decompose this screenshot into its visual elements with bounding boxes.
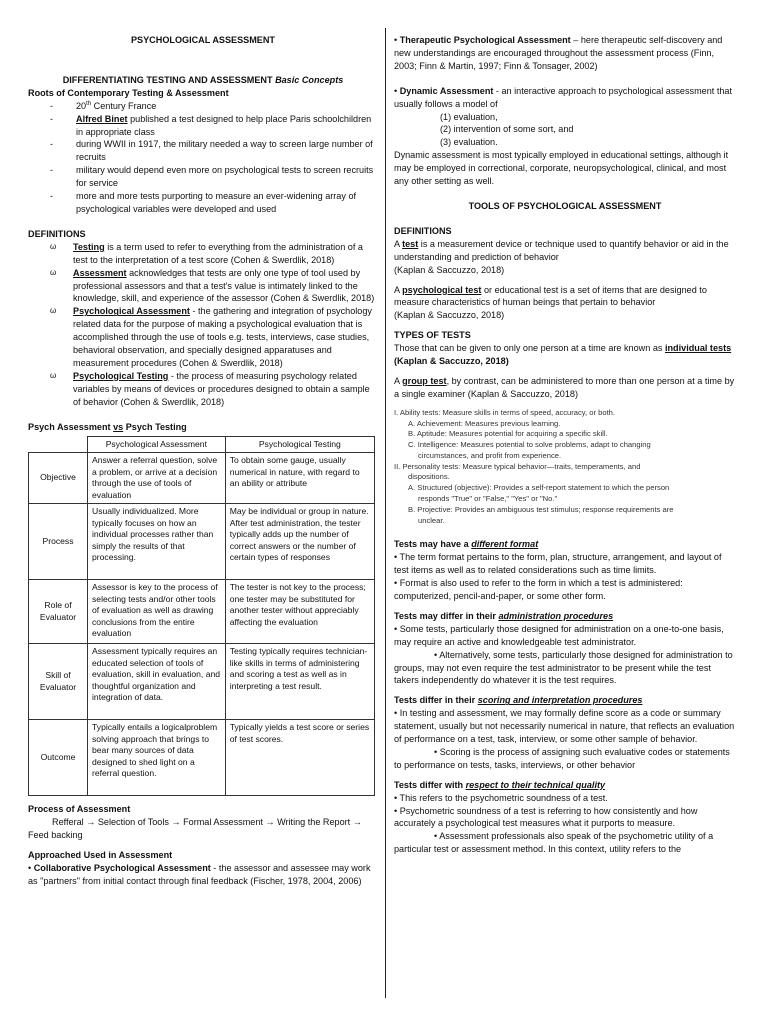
table-row bbox=[29, 504, 375, 580]
dynamic-steps bbox=[394, 111, 736, 150]
thera-paragraph: • Therapeutic Psychological Assessment – here therapeutic self-discovery and new understandings are encouraged throughout the assessment process (Finn, 2003; Finn & Martin, 1997; Finn & Tonsager, 2002) bbox=[394, 35, 723, 71]
table-cell: May be individual or group in nature. After test administration, the tester typically adds up the number of correct answers or the number of certain types of responses bbox=[225, 504, 374, 580]
table-header: Psychological Testing bbox=[225, 436, 374, 453]
table-header-row bbox=[29, 436, 375, 453]
omega-bullet-icon: ω bbox=[50, 306, 57, 316]
scoring-heading: Tests differ in their scoring and interpretation procedures bbox=[394, 695, 643, 706]
table-row bbox=[29, 453, 375, 504]
omega-bullet-icon: ω bbox=[50, 241, 57, 251]
psych-test-definition: A psychological test or educational test is a set of items that are designed to measure characteristics of human beings that pertain to behavior bbox=[394, 284, 707, 308]
admin-paragraph: • Some tests, particularly those designed for administration on a one-to-one basis, may require an active and knowledgeable test administrator. bbox=[394, 623, 724, 647]
list-item: (3) evaluation. bbox=[440, 137, 498, 148]
figure-line: unclear. bbox=[418, 515, 445, 525]
row-label: Skill of Evaluator bbox=[29, 644, 88, 720]
table-cell: Testing typically requires technician-like skills in terms of administering and scoring a test as well as in interpreting a test result. bbox=[225, 644, 374, 720]
row-label: Role of Evaluator bbox=[29, 580, 88, 644]
table-row bbox=[29, 580, 375, 644]
table-cell: Typically entails a logicalproblem solving approach that brings to bear many sources of data designed to shed light on a referral question. bbox=[88, 720, 226, 796]
right-column bbox=[394, 34, 736, 856]
scoring-paragraph: • In testing and assessment, we may formally define score as a code or summary statement, usually but not necessarily numerical in nature, that reflects an evaluation of performance on a test, task, interview, or some other sample of behavior. bbox=[394, 708, 735, 745]
comparison-table bbox=[28, 436, 375, 797]
left-column bbox=[28, 34, 378, 888]
process-heading: Process of Assessment bbox=[28, 804, 131, 815]
scoring-paragraph: • Scoring is the process of assigning such evaluative codes or statements to performance on tests, tasks, interviews, or other behavior bbox=[394, 746, 730, 770]
definition-item: ω Testing is a term used to refer to everything from the administration of a test to the interpretation of a test score (Cohen & Swerdlik, 2018) bbox=[50, 241, 363, 265]
definition-item: ω Psychological Assessment - the gathering and integration of psychology related data for the purpose of making a psychological evaluation that is accomplished through the use of tools e.g. tests, interviews, case studies, behavioral observation, and specially designed apparatuses and measurement procedures (Cohen & Swerdlik, 2018) bbox=[50, 306, 372, 368]
table-cell: The tester is not key to the process; one tester may be substituted for another tester without appreciably affecting the evaluation bbox=[225, 580, 374, 644]
list-item: (1) evaluation, bbox=[440, 111, 498, 122]
test-definition: A test is a measurement device or technique used to quantify behavior or aid in the understanding and prediction of behavior bbox=[394, 238, 729, 262]
roots-heading: Roots of Contemporary Testing & Assessment bbox=[28, 87, 229, 98]
row-label: Outcome bbox=[29, 720, 88, 796]
table-cell: Assessor is key to the process of selecting tests and/or other tools of evaluation as well as drawing conclusions from the entire evaluation bbox=[88, 580, 226, 644]
table-cell: Answer a referral question, solve a problem, or arrive at a decision through the use of tools of evaluation bbox=[88, 453, 226, 504]
group-test-text: A group test, by contrast, can be administered to more than one person at a time by a single examiner (Kaplan & Saccuzzo, 2018) bbox=[394, 375, 735, 399]
section-title: DIFFERENTIATING TESTING AND ASSESSMENT Basic Concepts bbox=[62, 74, 344, 85]
table-header: Psychological Assessment bbox=[88, 436, 226, 453]
tools-title: TOOLS OF PSYCHOLOGICAL ASSESSMENT bbox=[468, 200, 662, 211]
figure-line: II. Personality tests: Measure typical behavior—traits, temperaments, and bbox=[394, 461, 641, 471]
figure-line: B. Aptitude: Measures potential for acquiring a specific skill. bbox=[408, 429, 608, 439]
list-item: - Alfred Binet published a test designed to help place Paris schoolchildren in appropriate class bbox=[28, 113, 378, 139]
roots-list bbox=[28, 100, 378, 216]
tech-paragraph: • Psychometric soundness of a test is referring to how consistently and how accurately a psychological test measures what it purports to measure. bbox=[394, 805, 698, 829]
admin-heading: Tests may differ in their administration procedures bbox=[394, 610, 614, 621]
omega-bullet-icon: ω bbox=[50, 370, 57, 380]
row-label: Objective bbox=[29, 453, 88, 504]
dynamic-paragraph: • Dynamic Assessment - an interactive approach to psychological assessment that usually follows a model of bbox=[394, 85, 732, 109]
tech-heading: Tests differ with respect to their technical quality bbox=[394, 779, 606, 790]
definitions-list bbox=[28, 241, 378, 409]
definition-item: ω Assessment acknowledges that tests are only one type of tool used by professional assessors and that a test's value is intimately linked to the knowledge, skill, and experience of the assessor (Cohen & Swerdlik, 2018) bbox=[50, 267, 375, 304]
list-item: - more and more tests purporting to measure an ever-widening array of psychological variables were developed and used bbox=[28, 190, 378, 216]
tech-paragraph: • This refers to the psychometric soundness of a test. bbox=[394, 792, 608, 803]
figure-line: A. Structured (objective): Provides a self-report statement to which the person bbox=[408, 483, 670, 493]
table-row bbox=[29, 720, 375, 796]
definitions-heading: DEFINITIONS bbox=[28, 228, 86, 239]
list-item: - military would depend even more on psychological tests to screen recruits for service bbox=[28, 164, 378, 190]
table-cell: Usually individualized. More typically focuses on how an individual processes rather than simply the results of that processing. bbox=[88, 504, 226, 580]
figure-line: A. Achievement: Measures previous learning. bbox=[408, 418, 561, 428]
tech-paragraph: • Assessment professionals also speak of the psychometric utility of a particular test or assessment method. In this context, utility refers to the bbox=[394, 831, 714, 855]
process-text: Refferal → Selection of Tools → Formal Assessment → Writing the Report → Feed backing bbox=[28, 816, 362, 840]
table-cell: To obtain some gauge, usually numerical in nature, with regard to an ability or attribute bbox=[225, 453, 374, 504]
page-title: PSYCHOLOGICAL ASSESSMENT bbox=[130, 35, 275, 45]
admin-paragraph: • Alternatively, some tests, particularly those designed for administration to groups, may not even require the test administrator to be present while the test takers independently do whatever it is the test requires. bbox=[394, 649, 733, 686]
format-heading: Tests may have a different format bbox=[394, 539, 539, 550]
table-cell: Typically yields a test score or series of test scores. bbox=[225, 720, 374, 796]
format-paragraph: • Format is also used to refer to the form in which a test is administered: computerized, pencil-and-paper, or some other form. bbox=[394, 578, 683, 601]
dynamic-note: Dynamic assessment is most typically employed in educational settings, although it may be employed in correctional, corporate, neuropsychological, clinical, and most any other setting as well. bbox=[394, 150, 729, 187]
collab-paragraph: • Collaborative Psychological Assessment - the assessor and assessee may work as "partners" from initial contact through final feedback (Fischer, 1978, 2004, 2006) bbox=[28, 862, 371, 886]
citation: (Kaplan & Saccuzzo, 2018) bbox=[394, 310, 505, 321]
row-label: Process bbox=[29, 504, 88, 580]
list-item: - 20th Century France bbox=[28, 100, 378, 113]
test-types-figure bbox=[394, 408, 736, 527]
figure-line: circumstances, and profit from experience. bbox=[418, 450, 562, 460]
table-row bbox=[29, 644, 375, 720]
figure-line: B. Projective: Provides an ambiguous test stimulus; response requirements are bbox=[408, 504, 674, 514]
figure-line: dispositions. bbox=[408, 472, 450, 482]
table-cell: Assessment typically requires an educated selection of tools of evaluation, skill in evaluation, and thoughtful organization and integration of data. bbox=[88, 644, 226, 720]
table-caption: Psych Assessment vs Psych Testing bbox=[28, 421, 187, 432]
list-item: (2) intervention of some sort, and bbox=[440, 124, 574, 135]
figure-line: responds "True" or "False," "Yes" or "No." bbox=[418, 494, 558, 503]
approaches-heading: Approached Used in Assessment bbox=[28, 849, 173, 860]
types-text: Those that can be given to only one person at a time are known as individual tests (Kaplan & Saccuzzo, 2018) bbox=[394, 343, 732, 367]
types-heading: TYPES OF TESTS bbox=[394, 330, 471, 341]
definition-item: ω Psychological Testing - the process of measuring psychology related variables by means of devices or procedures designed to obtain a sample of behavior (Cohen & Swerdlik, 2018) bbox=[50, 370, 370, 407]
figure-line: C. Intelligence: Measures potential to solve problems, adapt to changing bbox=[408, 440, 651, 450]
table-corner bbox=[29, 436, 88, 453]
list-item: - during WWII in 1917, the military needed a way to screen large number of recruits bbox=[28, 138, 378, 164]
format-paragraph: • The term format pertains to the form, plan, structure, arrangement, and layout of test items as well as to related considerations such as time limits. bbox=[394, 552, 722, 576]
omega-bullet-icon: ω bbox=[50, 267, 57, 277]
figure-line: I. Ability tests: Measure skills in terms of speed, accuracy, or both. bbox=[394, 407, 616, 417]
column-divider bbox=[385, 28, 386, 998]
citation: (Kaplan & Saccuzzo, 2018) bbox=[394, 264, 505, 275]
definitions-heading: DEFINITIONS bbox=[394, 225, 452, 236]
